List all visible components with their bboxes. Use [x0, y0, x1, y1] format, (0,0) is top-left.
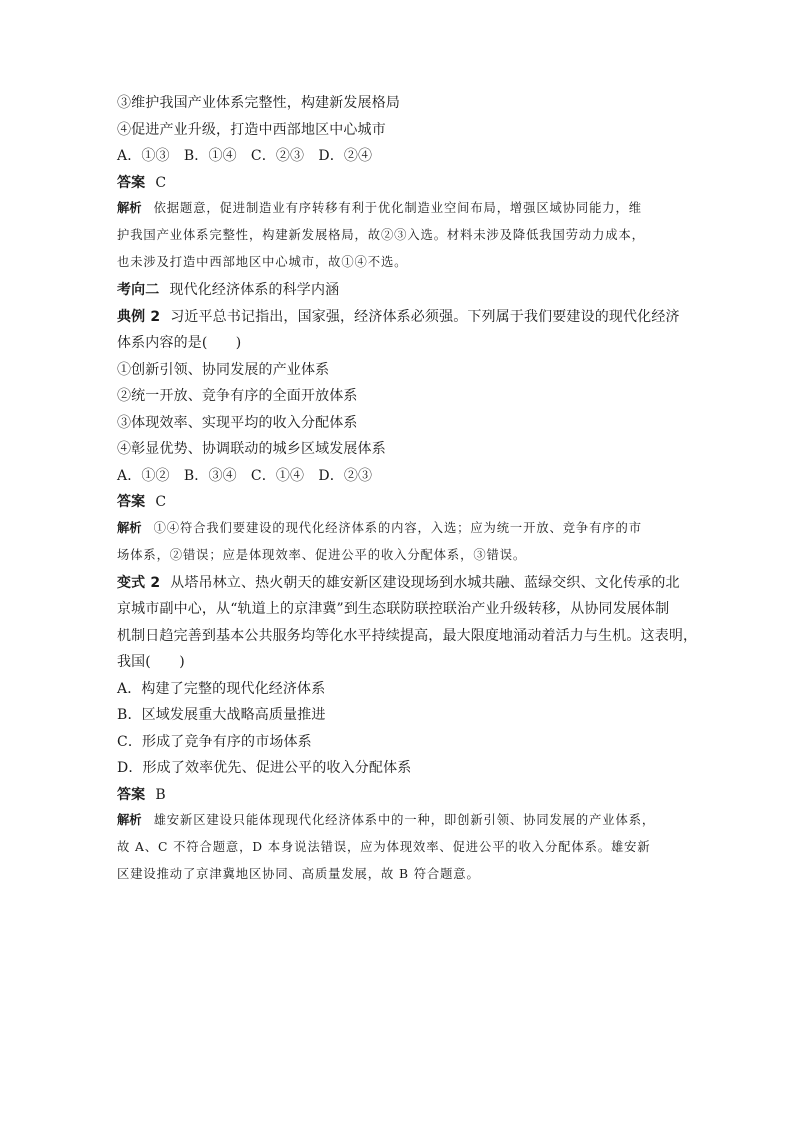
option-4: ④促进产业升级，打造中西部地区中心城市 — [117, 121, 386, 138]
variant-option: D．形成了效率优先、促进公平的收入分配体系 — [117, 760, 412, 776]
answer-value: C — [155, 494, 167, 510]
section-heading-label: 考向二 — [117, 282, 160, 298]
answer-row — [117, 174, 677, 193]
variant-option: C．形成了竞争有序的市场体系 — [117, 733, 312, 750]
section-heading — [117, 281, 677, 300]
variant-label: 变式 2 — [117, 574, 161, 591]
answer-label: 答案 — [117, 494, 146, 510]
analysis-text: 雄安新区建设只能体现现代化经济体系中的一种，即创新引领、协同发展的产业体系， — [153, 813, 656, 827]
variant-stem — [117, 574, 680, 593]
variant-stem-continued: 京城市副中心，从“轨道上的京津冀”到生态联防联控联治产业升级转移，从协同发展体制 — [117, 601, 670, 617]
example-analysis-line — [117, 520, 677, 537]
example-answer-row — [117, 493, 677, 512]
example-option: ①创新引领、协同发展的产业体系 — [117, 361, 330, 378]
variant-answer-row — [117, 786, 677, 805]
example-choices: A．①② B．③④ C．①④ D．②③ — [117, 467, 373, 484]
answer-label: 答案 — [117, 786, 146, 803]
variant-stem-continued: 我国( ) — [117, 654, 185, 670]
example-option: ④彰显优势、协调联动的城乡区域发展体系 — [117, 441, 386, 457]
analysis-line — [117, 200, 677, 217]
example-stem — [117, 308, 680, 327]
analysis-line: 也未涉及打造中西部地区中心城市，故①④不选。 — [117, 255, 408, 269]
document-page — [117, 94, 698, 893]
answer-label: 答案 — [117, 174, 146, 191]
example-stem-continued: 体系内容的是( ) — [117, 335, 242, 351]
example-option: ③体现效率、实现平均的收入分配体系 — [117, 414, 358, 431]
example-label: 典例 2 — [117, 308, 161, 325]
example-stem-text: 习近平总书记指出，国家强，经济体系必须强。下列属于我们要建设的现代化经济 — [170, 308, 680, 325]
analysis-label: 解析 — [117, 201, 142, 215]
analysis-label: 解析 — [117, 813, 142, 827]
variant-analysis-line — [117, 812, 677, 829]
analysis-label: 解析 — [117, 520, 142, 535]
variant-analysis-line: 故 A、C 不符合题意，D 本身说法错误，应为体现效率、促进公平的收入分配体系。雄安新 — [117, 840, 651, 854]
analysis-line: 护我国产业体系完整性，构建新发展格局，故②③入选。材料未涉及降低我国劳动力成本， — [117, 228, 645, 242]
answer-choices: A．①③ B．①④ C．②③ D．②④ — [117, 148, 373, 164]
analysis-text: ①④符合我们要建设的现代化经济体系的内容，入选；应为统一开放、竞争有序的市 — [153, 520, 642, 535]
variant-option: B．区域发展重大战略高质量推进 — [117, 707, 326, 723]
variant-stem-text: 从塔吊林立、热火朝天的雄安新区建设现场到水城共融、蓝绿交织、文化传承的北 — [170, 574, 680, 591]
variant-stem-continued: 机制日趋完善到基本公共服务均等化水平持续提高，最大限度地涌动着活力与生机。这表明， — [117, 627, 698, 644]
answer-value: B — [155, 786, 166, 803]
example-analysis-line: 场体系，②错误；应是体现效率、促进公平的收入分配体系，③错误。 — [117, 547, 527, 562]
analysis-text: 依据题意，促进制造业有序转移有利于优化制造业空间布局，增强区域协同能力，维 — [153, 201, 642, 215]
answer-value: C — [155, 174, 167, 191]
variant-option: A．构建了完整的现代化经济体系 — [117, 680, 326, 697]
example-option: ②统一开放、竞争有序的全面开放体系 — [117, 388, 358, 404]
option-3: ③维护我国产业体系完整性，构建新发展格局 — [117, 95, 400, 111]
variant-analysis-line: 区建设推动了京津冀地区协同、高质量发展，故 B 符合题意。 — [117, 867, 480, 881]
section-heading-title: 现代化经济体系的科学内涵 — [169, 282, 340, 298]
